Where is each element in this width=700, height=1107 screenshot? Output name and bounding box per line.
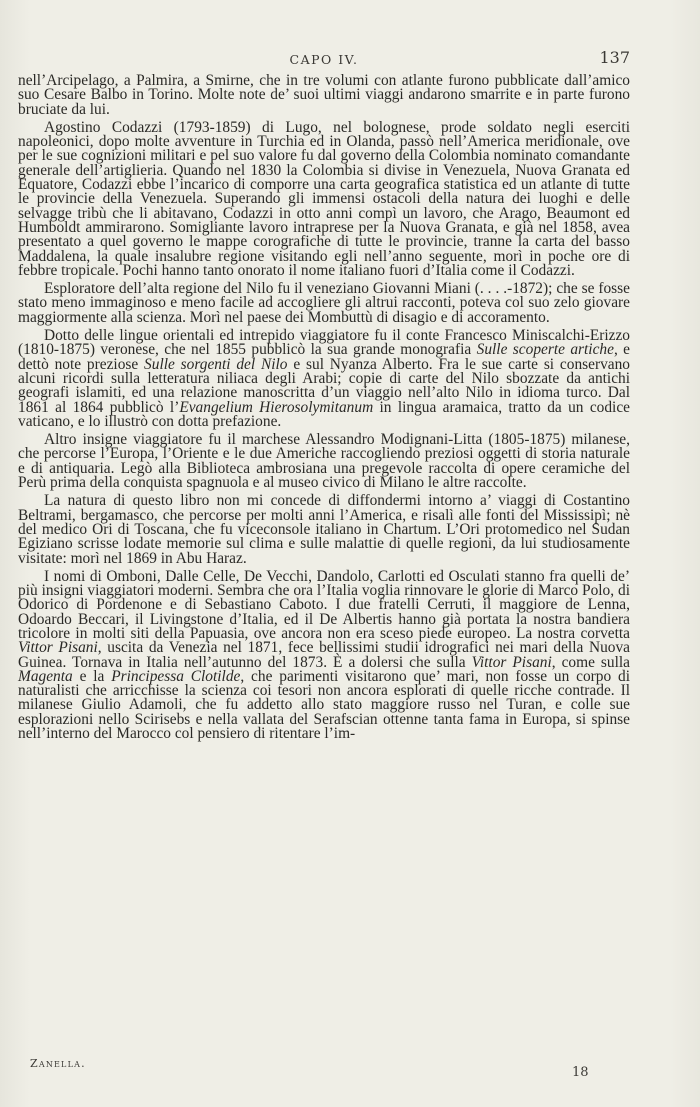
paragraph-text: in lingua aramaica, tratto da un codice vaticano, e lo illustrò con dotta prefazione. [18, 398, 630, 430]
page-header [18, 48, 630, 72]
italic-title: Magenta [18, 667, 73, 685]
paragraph-text: , come sulla [551, 653, 630, 671]
italic-title: Sulle sorgenti del Nilo [144, 355, 288, 373]
page-footer [30, 1057, 610, 1080]
paragraph-text: Altro insigne viaggiatore fu il marchese Alessandro Modignani-Litta (1805-1875) milanese, che percorse l’Europa, l’Oriente e le due Americhe raccogliendo preziosi oggetti di storia naturale e di antiquaria. Legò alla Biblioteca ambrosiana una pregevole raccolta di opere ceramiche del Perù prima della conquista spagnuola e al museo civico di Milano le altre raccolte. [18, 431, 630, 492]
paragraph-text: e la [72, 667, 112, 685]
paragraph-text: Dotto delle lingue orientali ed intrepido viaggiatore fu il conte Francesco Miniscalchi-Erizzo (1810-1875) veronese, che nel 1855 pubblicò la sua grande monografia [18, 327, 630, 359]
paragraph-text: I nomi di Omboni, Dalle Celle, De Vecchi, Dandolo, Carlotti ed Osculati stanno fra quelli de’ più insigni viaggiatori moderni. Sembra che ora l’Italia voglia rinnovare le glorie di Marco Polo, di Odorico di Pordenone e di Sebastiano Caboto. I due fratelli Cerruti, il maggiore de Lenna, Odoardo Beccari, il Livingstone d’Italia, ed il De Albertis hanno già portata la nostra bandiera tricolore in molti siti della Papuasia, ove ancora non era sceso piede europeo. La nostra corvetta [18, 567, 630, 642]
paragraph-text: La natura di questo libro non mi concede di diffondermi intorno a’ viaggi di Costantino Beltrami, bergamasco, che percorse per molti anni l’America, e risalì alle fonti del Mississipì; nè del medico Ori di Toscana, che fu viceconsole italiano in Chartum. L’Ori protomedico nel Sudan Egiziano scrisse lodate memorie sul clima e sulle malattie di quelle regioni, da lui studiosamente visitate: morì nel 1869 in Abu Haraz. [18, 492, 630, 567]
paragraph [18, 74, 630, 117]
paragraph-text: Agostino Codazzi (1793-1859) di Lugo, nel bolognese, prode soldato negli eserciti napoleonici, dopo molte avventure in Turchia ed in Olanda, passò nell’America meridionale, ove per le sue cognizioni militari e pel suo valore fu dal governo della Colombia nominato comandante generale dell’artiglieria. Quando nel 1830 la Colombia si divise in Venezuela, Nuova Granata ed Equatore, Codazzi ebbe l’incarico di comporre una carta geografica statistica ed un atlante di tutte le provincie della Venezuela. Superando gli immensi ostacoli della natura dei luoghi e delle selvagge tribù che li abitavano, Codazzi in otto anni compì un lavoro, che Arago, Beaumont ed Humboldt ammirarono. Somigliante lavoro intraprese per la Nuova Granata, e già nel 1858, avea presentato a quel governo le mappe corografiche di tutte le provincie, tranne la carta del basso Maddalena, la quale insalubre regione visitando egli nell’anno seguente, morì in poche ore di febbre tropicale. Pochi hanno tanto onorato il nome italiano fuori d’Italia come il Codazzi. [18, 118, 630, 279]
paragraph-text: , che parimenti visitarono que’ mari, non fosse un corpo di naturalisti che arricchisse la scienza coi tesori non ancora esplorati di quelle ricche contrade. Il milanese Giulio Adamoli, che fu addetto allo stato maggiore russo nel Turan, e colle sue esplorazioni nello Scirisebs e nella vallata del Serafscian ottenne tanta fama in Europa, si spinse nell’interno del Marocco col pensiero di ritentare l’im- [18, 667, 631, 743]
paragraph [18, 567, 631, 743]
italic-title: Vittor Pisani [18, 639, 98, 657]
footer-author: Zanella. [30, 1057, 86, 1070]
italic-title: Principessa Clotilde [111, 667, 241, 685]
paragraph [18, 494, 630, 565]
paragraph [18, 118, 630, 279]
italic-title: Vittor Pisani [471, 653, 552, 671]
paragraph [18, 433, 630, 490]
italic-title: Sulle scoperte artiche [476, 341, 614, 359]
paragraph-text: , uscita da Venezia nel 1871, fece bellissimi studii idrografici nei mari della Nuova Guinea. Tornava in Italia nell’autunno del 1873. È a dolersi che sulla [18, 639, 631, 671]
signature-mark: 18 [572, 1065, 589, 1080]
page-number: 137 [599, 48, 630, 67]
paragraph-text: e sul Nyanza Alberto. Fra le sue carte si conservano alcuni ricordi sulla letteratura niliaca degli Arabi; copie di carte del Nilo sbozzate da antichi geografi islamiti, ed una relazione manoscritta d’un viaggio nell’alto Nilo in idioma turco. Dal 1861 al 1864 pubblicò l’ [18, 355, 631, 416]
running-head: CAPO IV. [289, 52, 359, 67]
paragraph [18, 329, 630, 429]
paragraph [18, 282, 630, 325]
paragraph-text: Esploratore dell’alta regione del Nilo fu il veneziano Giovanni Miani (. . . .-1872); che se fosse stato meno immaginoso e meno facile ad accogliere gli altrui racconti, poteva col suo zelo giovare maggiormente alla scienza. Morì nel paese dei Mombuttù di disagio e di accoramento. [18, 280, 630, 326]
body-text [18, 74, 630, 745]
paragraph-text: nell’Arcipelago, a Palmira, a Smirne, che in tre volumi con atlante furono pubblicate dall’amico suo Cesare Balbo in Torino. Molte note de’ suoi ultimi viaggi andarono smarrite e in parte furono bruciate da lui. [18, 72, 630, 118]
italic-title: Evangelium Hierosolymitanum [179, 398, 374, 416]
paragraph-text: , e dettò note preziose [18, 341, 631, 373]
